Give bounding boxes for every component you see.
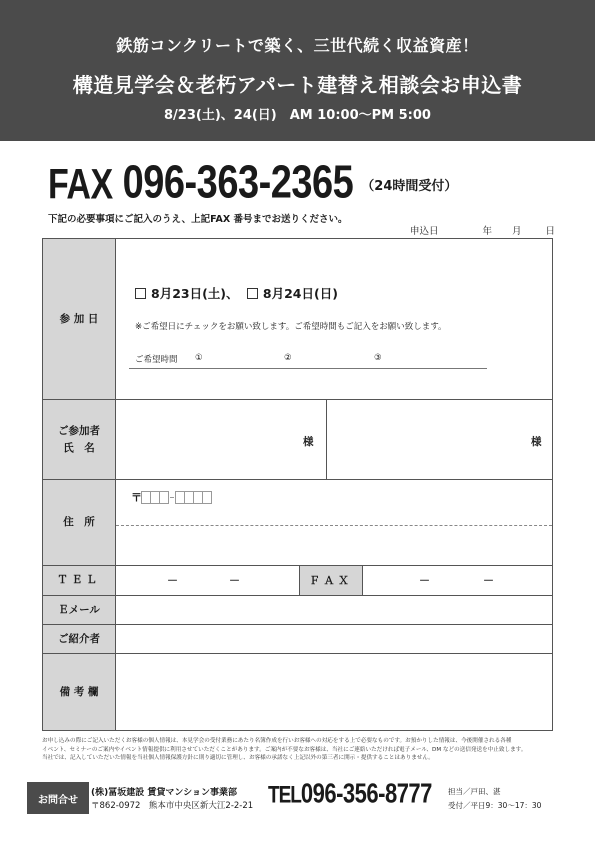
tel-dash-2: －	[229, 574, 240, 587]
postal-code-field[interactable]	[131, 489, 212, 505]
fax-field-label: ＦＡＸ	[299, 566, 363, 595]
address-label: 住 所	[43, 480, 116, 565]
email-label: Ｅメール	[43, 596, 116, 624]
time-slot-1: ①	[195, 353, 203, 363]
fax-dash-1: －	[419, 574, 430, 587]
apply-date	[410, 223, 555, 237]
introducer-label: ご紹介者	[43, 625, 116, 653]
remarks-field[interactable]	[117, 654, 551, 730]
name-label-line1: ご参加者	[58, 424, 100, 437]
header-dates: 8/23(土)、24(日) AM 10:00〜PM 5:00	[164, 108, 431, 123]
contact-tel	[268, 777, 432, 810]
row-participation	[43, 239, 552, 399]
fax-note: （24時間受付）	[361, 179, 458, 194]
privacy-line-1: お申し込みの際にご記入いただくお客様の個人情報は、本見学会の受付業務にあたり名簿作成を行いお客様への対応をする上で必要なものです。お預かりした情報は、今後開催される各種	[42, 738, 512, 744]
contact-tel-label: TEL	[268, 782, 301, 809]
tel-dash-1: －	[167, 574, 178, 587]
privacy-line-3: 当社では、記入していただいた情報を当社個人情報保護方針に則り適切に管理し、お客様の承諾なく上記以外の第三者に開示・提供することはありません。	[42, 755, 434, 762]
row-tel	[43, 565, 552, 595]
row-email	[43, 595, 552, 624]
preferred-time-field[interactable]	[129, 351, 487, 369]
address-dashed-line	[116, 525, 552, 526]
apply-date-label: 申込日	[410, 226, 439, 237]
header-banner	[0, 0, 595, 141]
honorific-1: 様	[303, 436, 314, 448]
contact-staff: 担当／戸田、湛	[448, 787, 501, 796]
option-aug23-label: 8月23日(土)、	[151, 286, 239, 301]
company-address: 〒862-0972 熊本市中央区新大江2-2-21	[91, 801, 254, 811]
instruction-text: 下記の必要事項にご記入のうえ、上記FAX 番号までお送りください。	[48, 214, 348, 225]
contact-hours: 受付／平日9：30〜17：30	[448, 801, 542, 810]
checkbox-aug23[interactable]	[135, 288, 146, 299]
contact-label: お問合せ	[27, 782, 89, 814]
name-field-2[interactable]	[327, 400, 551, 479]
option-aug24-label: 8月24日(日)	[262, 286, 338, 301]
postal-mark: 〒	[131, 491, 142, 504]
date-options	[135, 284, 338, 302]
name-label	[43, 400, 116, 479]
company-name: (株)冨坂建設 賃貸マンション事業部	[91, 788, 237, 798]
address-field[interactable]	[117, 528, 551, 564]
application-form	[42, 238, 553, 731]
row-address	[43, 479, 552, 565]
checkbox-aug24[interactable]	[247, 288, 258, 299]
time-slot-3: ③	[374, 353, 382, 363]
email-field[interactable]	[117, 596, 551, 624]
row-name	[43, 399, 552, 479]
row-introducer	[43, 624, 552, 653]
privacy-notice	[42, 737, 553, 763]
name-field-1[interactable]	[117, 400, 325, 479]
row-remarks	[43, 653, 552, 730]
privacy-line-2: イベント、セミナーのご案内やイベント情報提供に利用させていただくことがあります。ご案内が不要なお客様は、当社にご連絡いただければ電子メール、DM などの送信発送を中止致します。	[42, 746, 527, 753]
honorific-2: 様	[531, 436, 542, 448]
apply-date-month: 月	[512, 226, 522, 237]
date-note: ※ご希望日にチェックをお願い致します。ご希望時間もご記入をお願い致します。	[135, 322, 447, 332]
time-slot-2: ②	[284, 353, 292, 363]
apply-date-day: 日	[545, 226, 556, 237]
header-title: 構造見学会＆老朽アパート建替え相談会お申込書	[72, 73, 523, 97]
name-label-line2: 氏 名	[63, 441, 95, 454]
tel-field[interactable]	[117, 566, 299, 595]
fax-dash-2: －	[483, 574, 494, 587]
fax-label: FAX	[48, 161, 113, 209]
tel-label: ＴＥＬ	[43, 566, 116, 595]
apply-date-year: 年	[482, 226, 493, 237]
fax-field[interactable]	[364, 566, 551, 595]
fax-number: 096-363-2365	[122, 157, 354, 209]
fax-number-line	[48, 156, 458, 209]
header-catchphrase: 鉄筋コンクリートで築く、三世代続く収益資産！	[116, 36, 479, 55]
participation-label: 参 加 日	[43, 239, 116, 399]
time-label: ご希望時間	[135, 355, 178, 365]
remarks-label: 備 考 欄	[43, 654, 116, 730]
introducer-field[interactable]	[117, 625, 551, 653]
contact-tel-number: 096-356-8777	[300, 777, 432, 809]
